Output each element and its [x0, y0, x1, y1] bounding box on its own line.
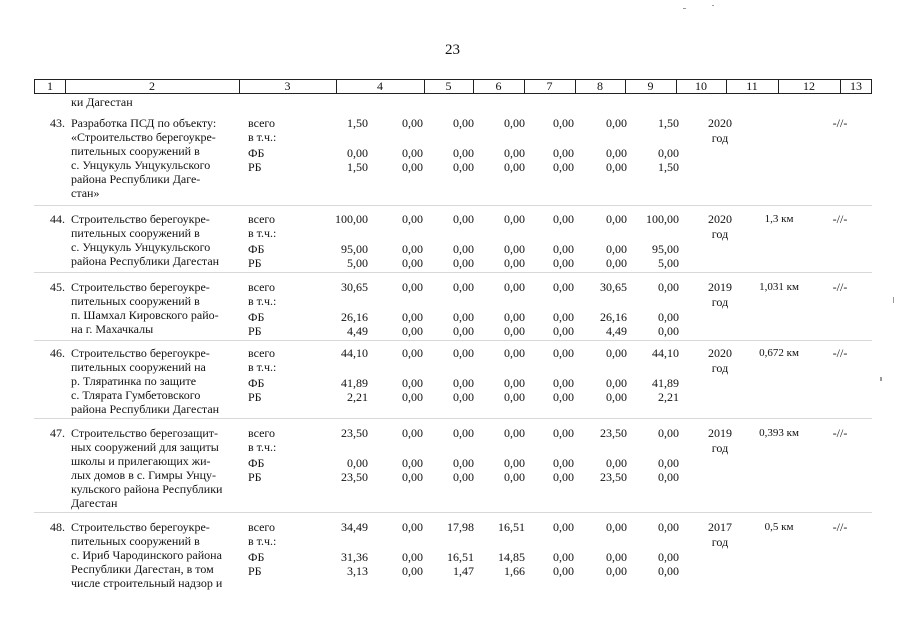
- length-cell: 1,3 км: [764, 213, 794, 225]
- status-cell: -//-: [832, 346, 848, 360]
- continuation-text: ки Дагестан: [71, 95, 133, 109]
- scan-speck: [683, 8, 686, 9]
- amount-cell: 0,00: [402, 310, 423, 324]
- amount-cell: 0,00: [658, 324, 679, 338]
- object-name-line: Республики Дагестан, в том: [71, 562, 214, 576]
- header-divider: [524, 80, 525, 93]
- amount-cell: 44,10: [341, 346, 368, 360]
- header-divider: [65, 80, 66, 93]
- amount-cell: 100,00: [646, 212, 679, 226]
- amount-cell: 0,00: [504, 212, 525, 226]
- amount-cell: 0,00: [402, 212, 423, 226]
- object-name: [71, 346, 239, 416]
- object-name-line: с. Унцукуль Унцукульского: [71, 158, 211, 172]
- amount-cell: 23,50: [341, 426, 368, 440]
- year-cell: 2020: [708, 346, 732, 360]
- year-unit: год: [711, 131, 729, 145]
- amount-cell: 0,00: [453, 324, 474, 338]
- amount-cell: 0,00: [402, 242, 423, 256]
- amount-cell: 5,00: [658, 256, 679, 270]
- amount-cell: 0,00: [453, 426, 474, 440]
- row-separator: [34, 418, 872, 419]
- amount-cell: 14,85: [498, 550, 525, 564]
- amount-cell: 23,50: [341, 470, 368, 484]
- status-cell: -//-: [832, 212, 848, 226]
- amount-cell: 30,65: [341, 280, 368, 294]
- amount-cell: 5,00: [347, 256, 368, 270]
- object-name-line: Строительство берегоукре-: [71, 280, 210, 294]
- year-cell: 2019: [708, 426, 732, 440]
- funding-label: в т.ч.:: [248, 130, 277, 144]
- amount-cell: 0,00: [504, 456, 525, 470]
- funding-label: в т.ч.:: [248, 226, 277, 240]
- row-number: 46.: [50, 346, 65, 360]
- object-name: [71, 520, 239, 590]
- amount-cell: 0,00: [606, 160, 627, 174]
- amount-cell: 0,00: [606, 146, 627, 160]
- amount-cell: 0,00: [453, 280, 474, 294]
- amount-cell: 4,49: [606, 324, 627, 338]
- amount-cell: 26,16: [600, 310, 627, 324]
- object-name-line: пительных сооружений на: [71, 360, 206, 374]
- object-name-line: Дагестан: [71, 496, 118, 510]
- amount-cell: 0,00: [553, 470, 574, 484]
- amount-cell: 0,00: [606, 116, 627, 130]
- amount-cell: 0,00: [504, 116, 525, 130]
- amount-cell: 0,00: [606, 550, 627, 564]
- amount-cell: 0,00: [402, 456, 423, 470]
- funding-label: ФБ: [248, 376, 265, 390]
- amount-cell: 0,00: [553, 456, 574, 470]
- funding-label: ФБ: [248, 242, 265, 256]
- amount-cell: 3,13: [347, 564, 368, 578]
- object-name-line: числе строительный надзор и: [71, 576, 223, 590]
- row-number: 43.: [50, 116, 65, 130]
- funding-label: РБ: [248, 564, 262, 578]
- header-divider: [726, 80, 727, 93]
- funding-label: в т.ч.:: [248, 360, 277, 374]
- amount-cell: 23,50: [600, 470, 627, 484]
- funding-label: всего: [248, 346, 276, 360]
- object-name: [71, 280, 239, 336]
- object-name-line: р. Тляратинка по защите: [71, 374, 197, 388]
- funding-label: РБ: [248, 390, 262, 404]
- scan-speck: [712, 5, 714, 6]
- amount-cell: 0,00: [347, 456, 368, 470]
- amount-cell: 0,00: [658, 550, 679, 564]
- amount-cell: 23,50: [600, 426, 627, 440]
- funding-label: всего: [248, 212, 276, 226]
- amount-cell: 2,21: [347, 390, 368, 404]
- amount-cell: 0,00: [402, 390, 423, 404]
- amount-cell: 16,51: [447, 550, 474, 564]
- amount-cell: 16,51: [498, 520, 525, 534]
- object-name-line: п. Шамхал Кировского райо-: [71, 308, 219, 322]
- amount-cell: 0,00: [606, 346, 627, 360]
- header-col-6: 6: [495, 79, 502, 93]
- header-col-9: 9: [647, 79, 654, 93]
- amount-cell: 0,00: [402, 346, 423, 360]
- amount-cell: 0,00: [504, 376, 525, 390]
- amount-cell: 0,00: [453, 212, 474, 226]
- amount-cell: 0,00: [606, 242, 627, 256]
- amount-cell: 0,00: [402, 470, 423, 484]
- amount-cell: 0,00: [504, 324, 525, 338]
- amount-cell: 0,00: [402, 116, 423, 130]
- length-cell: 0,672 км: [759, 347, 799, 359]
- amount-cell: 0,00: [553, 426, 574, 440]
- amount-cell: 0,00: [658, 520, 679, 534]
- funding-label: ФБ: [248, 456, 265, 470]
- amount-cell: 0,00: [658, 310, 679, 324]
- amount-cell: 0,00: [606, 256, 627, 270]
- row-number: 45.: [50, 280, 65, 294]
- amount-cell: 0,00: [606, 456, 627, 470]
- funding-label: ФБ: [248, 146, 265, 160]
- funding-label: в т.ч.:: [248, 534, 277, 548]
- amount-cell: 0,00: [553, 324, 574, 338]
- object-name-line: на г. Махачкалы: [71, 322, 154, 336]
- object-name-line: Строительство берегоукре-: [71, 520, 210, 534]
- header-col-7: 7: [546, 79, 553, 93]
- amount-cell: 0,00: [553, 520, 574, 534]
- amount-cell: 1,47: [453, 564, 474, 578]
- year-cell: 2019: [708, 280, 732, 294]
- amount-cell: 17,98: [447, 520, 474, 534]
- row-number: 47.: [50, 426, 65, 440]
- header-col-10: 10: [695, 79, 707, 93]
- amount-cell: 0,00: [402, 256, 423, 270]
- funding-label: всего: [248, 280, 276, 294]
- length-cell: 0,5 км: [764, 521, 794, 533]
- row-separator: [34, 512, 872, 513]
- amount-cell: 30,65: [600, 280, 627, 294]
- object-name-line: пительных сооружений в: [71, 226, 200, 240]
- object-name-line: пительных сооружений в: [71, 294, 200, 308]
- object-name: [71, 116, 239, 200]
- status-cell: -//-: [832, 280, 848, 294]
- amount-cell: 1,66: [504, 564, 525, 578]
- amount-cell: 0,00: [347, 146, 368, 160]
- year-cell: 2020: [708, 116, 732, 130]
- amount-cell: 0,00: [553, 116, 574, 130]
- amount-cell: 1,50: [658, 116, 679, 130]
- amount-cell: 0,00: [553, 390, 574, 404]
- amount-cell: 0,00: [606, 376, 627, 390]
- object-name-line: Строительство берегоукре-: [71, 212, 210, 226]
- year-unit: год: [711, 361, 729, 375]
- object-name-line: с. Ириб Чародинского района: [71, 548, 222, 562]
- page-number: 23: [445, 42, 460, 58]
- amount-cell: 0,00: [606, 564, 627, 578]
- amount-cell: 41,89: [341, 376, 368, 390]
- object-name: [71, 212, 239, 268]
- object-name-line: Разработка ПСД по объекту:: [71, 116, 217, 130]
- object-name-line: Строительство берегоукре-: [71, 346, 210, 360]
- header-col-12: 12: [803, 79, 815, 93]
- amount-cell: 0,00: [453, 390, 474, 404]
- funding-label: ФБ: [248, 310, 265, 324]
- object-name-line: Строительство берегозащит-: [71, 426, 219, 440]
- scan-speck: [880, 377, 882, 381]
- object-name-line: стан»: [71, 186, 100, 200]
- header-col-11: 11: [746, 79, 758, 93]
- amount-cell: 0,00: [553, 256, 574, 270]
- amount-cell: 0,00: [504, 280, 525, 294]
- header-col-13: 13: [850, 79, 862, 93]
- amount-cell: 0,00: [402, 146, 423, 160]
- amount-cell: 100,00: [335, 212, 368, 226]
- amount-cell: 26,16: [341, 310, 368, 324]
- amount-cell: 0,00: [658, 470, 679, 484]
- funding-label: РБ: [248, 256, 262, 270]
- amount-cell: 0,00: [553, 346, 574, 360]
- amount-cell: 0,00: [402, 160, 423, 174]
- amount-cell: 0,00: [504, 426, 525, 440]
- length-cell: 0,393 км: [759, 427, 799, 439]
- row-number: 48.: [50, 520, 65, 534]
- amount-cell: 0,00: [453, 456, 474, 470]
- object-name-line: пительных сооружений в: [71, 144, 200, 158]
- amount-cell: 0,00: [504, 470, 525, 484]
- amount-cell: 31,36: [341, 550, 368, 564]
- funding-label: в т.ч.:: [248, 440, 277, 454]
- header-col-2: 2: [149, 79, 155, 93]
- amount-cell: 0,00: [553, 242, 574, 256]
- scan-speck: [893, 297, 894, 303]
- amount-cell: 0,00: [453, 160, 474, 174]
- object-name-line: пительных сооружений в: [71, 534, 200, 548]
- amount-cell: 0,00: [504, 390, 525, 404]
- amount-cell: 0,00: [658, 564, 679, 578]
- header-divider: [239, 80, 240, 93]
- amount-cell: 0,00: [658, 456, 679, 470]
- amount-cell: 41,89: [652, 376, 679, 390]
- amount-cell: 34,49: [341, 520, 368, 534]
- header-divider: [676, 80, 677, 93]
- object-name-line: района Республики Даге-: [71, 172, 201, 186]
- amount-cell: 0,00: [453, 256, 474, 270]
- amount-cell: 0,00: [504, 256, 525, 270]
- amount-cell: 0,00: [402, 426, 423, 440]
- header-col-8: 8: [597, 79, 603, 93]
- object-name-line: с. Тлярата Гумбетовского: [71, 388, 201, 402]
- object-name-line: района Республики Дагестан: [71, 402, 220, 416]
- amount-cell: 0,00: [553, 160, 574, 174]
- year-unit: год: [711, 441, 729, 455]
- amount-cell: 0,00: [658, 280, 679, 294]
- funding-label: РБ: [248, 470, 262, 484]
- amount-cell: 0,00: [606, 212, 627, 226]
- year-cell: 2017: [708, 520, 732, 534]
- amount-cell: 0,00: [553, 310, 574, 324]
- status-cell: -//-: [832, 116, 848, 130]
- amount-cell: 0,00: [504, 160, 525, 174]
- header-divider: [473, 80, 474, 93]
- funding-label: РБ: [248, 324, 262, 338]
- amount-cell: 0,00: [553, 280, 574, 294]
- amount-cell: 0,00: [453, 310, 474, 324]
- funding-label: РБ: [248, 160, 262, 174]
- amount-cell: 0,00: [504, 242, 525, 256]
- header-divider: [778, 80, 779, 93]
- amount-cell: 1,50: [347, 160, 368, 174]
- amount-cell: 0,00: [553, 376, 574, 390]
- amount-cell: 0,00: [553, 550, 574, 564]
- amount-cell: 1,50: [658, 160, 679, 174]
- amount-cell: 0,00: [553, 146, 574, 160]
- amount-cell: 0,00: [658, 426, 679, 440]
- amount-cell: 0,00: [402, 280, 423, 294]
- length-cell: 1,031 км: [759, 281, 799, 293]
- table-header: [34, 79, 872, 94]
- object-name-line: «Строительство берегоукре-: [71, 130, 216, 144]
- object-name-line: ных сооружений для защиты: [71, 440, 219, 454]
- amount-cell: 1,50: [347, 116, 368, 130]
- amount-cell: 0,00: [606, 390, 627, 404]
- status-cell: -//-: [832, 520, 848, 534]
- funding-label: в т.ч.:: [248, 294, 277, 308]
- funding-label: всего: [248, 520, 276, 534]
- status-cell: -//-: [832, 426, 848, 440]
- header-col-3: 3: [284, 79, 291, 93]
- object-name-line: с. Унцукуль Унцукульского: [71, 240, 211, 254]
- header-divider: [424, 80, 425, 93]
- header-col-4: 4: [377, 79, 383, 93]
- object-name-line: лых домов в с. Гимры Унцу-: [71, 468, 217, 482]
- amount-cell: 95,00: [652, 242, 679, 256]
- amount-cell: 0,00: [402, 520, 423, 534]
- header-col-1: 1: [47, 79, 53, 93]
- row-separator: [34, 272, 872, 273]
- amount-cell: 0,00: [504, 346, 525, 360]
- header-divider: [336, 80, 337, 93]
- amount-cell: 44,10: [652, 346, 679, 360]
- amount-cell: 0,00: [453, 470, 474, 484]
- amount-cell: 0,00: [658, 146, 679, 160]
- amount-cell: 0,00: [453, 346, 474, 360]
- header-divider: [625, 80, 626, 93]
- amount-cell: 4,49: [347, 324, 368, 338]
- row-separator: [34, 340, 872, 341]
- year-unit: год: [711, 227, 729, 241]
- amount-cell: 0,00: [453, 146, 474, 160]
- year-unit: год: [711, 295, 729, 309]
- year-unit: год: [711, 535, 729, 549]
- header-col-5: 5: [445, 79, 452, 93]
- amount-cell: 0,00: [402, 376, 423, 390]
- header-divider: [575, 80, 576, 93]
- row-separator: [34, 205, 872, 206]
- amount-cell: 0,00: [553, 564, 574, 578]
- funding-label: всего: [248, 426, 276, 440]
- amount-cell: 0,00: [606, 520, 627, 534]
- row-number: 44.: [50, 212, 65, 226]
- amount-cell: 0,00: [553, 212, 574, 226]
- amount-cell: 0,00: [504, 310, 525, 324]
- object-name-line: кульского района Республики: [71, 482, 223, 496]
- object-name-line: школы и прилегающих жи-: [71, 454, 211, 468]
- object-name-line: района Республики Дагестан: [71, 254, 220, 268]
- amount-cell: 2,21: [658, 390, 679, 404]
- amount-cell: 0,00: [402, 550, 423, 564]
- amount-cell: 0,00: [453, 116, 474, 130]
- funding-label: ФБ: [248, 550, 265, 564]
- year-cell: 2020: [708, 212, 732, 226]
- header-divider: [840, 80, 841, 93]
- amount-cell: 0,00: [402, 564, 423, 578]
- object-name: [71, 426, 239, 510]
- funding-label: всего: [248, 116, 276, 130]
- amount-cell: 95,00: [341, 242, 368, 256]
- amount-cell: 0,00: [453, 242, 474, 256]
- amount-cell: 0,00: [504, 146, 525, 160]
- amount-cell: 0,00: [453, 376, 474, 390]
- amount-cell: 0,00: [402, 324, 423, 338]
